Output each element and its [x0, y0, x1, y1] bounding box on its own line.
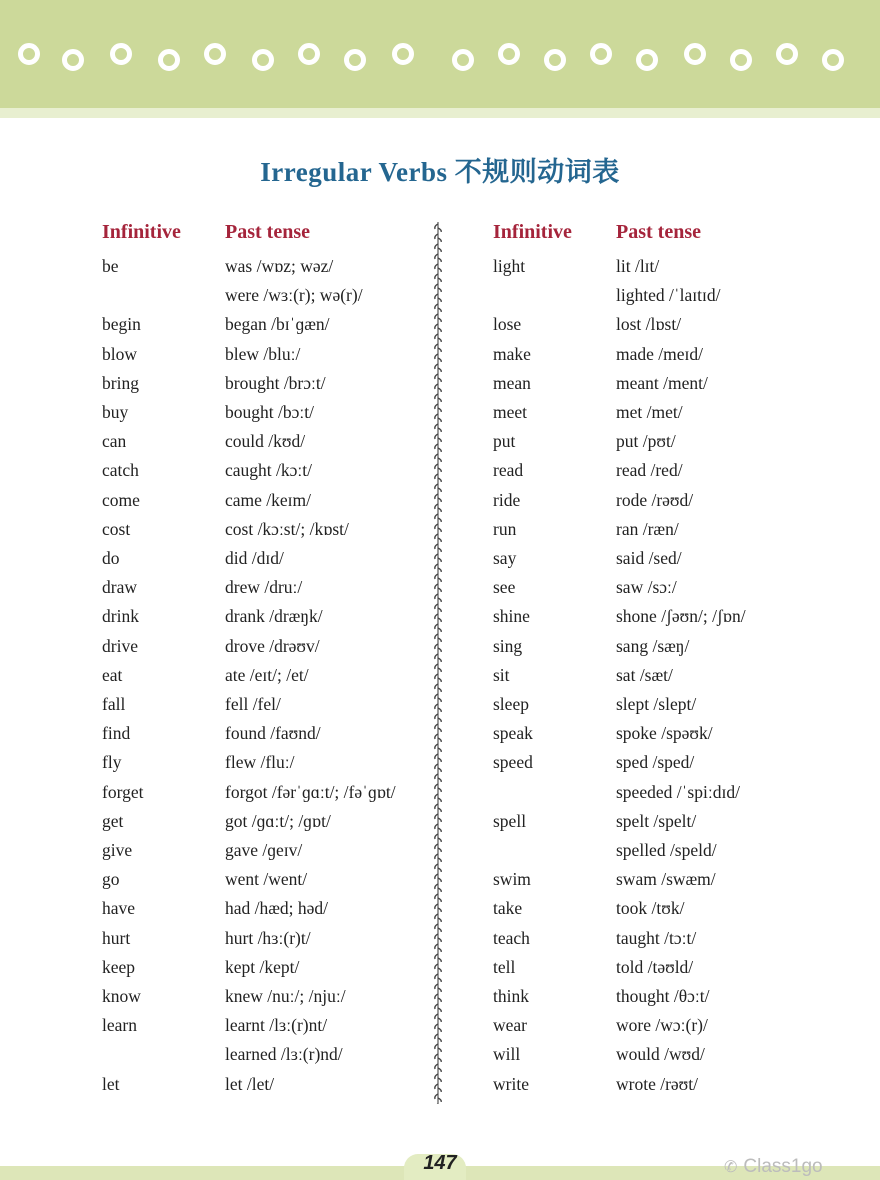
infinitive-cell: speak	[493, 723, 533, 744]
infinitive-cell: spell	[493, 810, 527, 831]
past-tense-cell: wrote /rəʊt/	[616, 1073, 699, 1094]
binder-ring	[544, 49, 566, 71]
infinitive-cell: catch	[102, 460, 139, 481]
past-tense-cell: had /hæd; həd/	[225, 898, 329, 919]
past-tense-cell: ran /ræn/	[616, 518, 679, 539]
infinitive-cell: see	[493, 577, 516, 598]
past-tense-cell: thought /θɔːt/	[616, 986, 710, 1006]
infinitive-cell: shine	[493, 606, 530, 627]
infinitive-cell: buy	[102, 402, 129, 422]
infinitive-cell: forget	[102, 781, 144, 802]
infinitive-cell: light	[493, 256, 526, 276]
infinitive-cell: speed	[493, 752, 533, 773]
binder-ring	[498, 43, 520, 65]
past-tense-cell: made /meɪd/	[616, 343, 703, 364]
binder-ring	[110, 43, 132, 65]
binder-ring	[62, 49, 84, 71]
past-tense-cell: knew /nuː/; /njuː/	[225, 986, 346, 1006]
infinitive-cell: blow	[102, 343, 137, 364]
past-tense-cell: spoke /spəʊk/	[616, 723, 713, 744]
infinitive-cell: write	[493, 1073, 529, 1094]
binder-ring	[392, 43, 414, 65]
past-tense-cell: flew /fluː/	[225, 752, 295, 773]
infinitive-cell: drive	[102, 635, 138, 656]
infinitive-cell: hurt	[102, 927, 131, 948]
past-tense-cell: would /wʊd/	[616, 1044, 705, 1065]
infinitive-cell: meet	[493, 402, 528, 422]
past-tense-cell: sat /sæt/	[616, 664, 673, 685]
infinitive-cell: tell	[493, 956, 516, 977]
infinitive-cell: get	[102, 810, 124, 831]
infinitive-cell: draw	[102, 577, 137, 598]
past-tense-cell: began /bɪˈɡæn/	[225, 314, 330, 335]
infinitive-cell: sleep	[493, 694, 529, 714]
infinitive-cell: begin	[102, 314, 141, 335]
past-tense-cell: sang /sæŋ/	[616, 635, 690, 656]
past-tense-cell: said /sed/	[616, 548, 682, 568]
infinitive-cell: keep	[102, 956, 136, 977]
infinitive-cell: cost	[102, 518, 131, 539]
infinitive-cell: read	[493, 460, 524, 481]
past-tense-cell: drove /drəʊv/	[225, 635, 320, 656]
past-tense-cell: were /wɜː(r); wə(r)/	[225, 285, 363, 306]
past-tense-cell: caught /kɔːt/	[225, 460, 312, 481]
past-tense-cell: took /tʊk/	[616, 898, 685, 919]
infinitive-cell: wear	[493, 1015, 528, 1036]
vine-divider	[433, 222, 443, 1104]
past-tense-cell: got /ɡɑːt/; /ɡɒt/	[225, 810, 331, 831]
past-tense-cell: told /təʊld/	[616, 956, 694, 977]
past-tense-cell: taught /tɔːt/	[616, 927, 697, 948]
infinitive-cell: take	[493, 898, 523, 919]
past-tense-cell: drew /druː/	[225, 577, 303, 598]
infinitive-cell: teach	[493, 927, 530, 948]
binder-ring	[822, 49, 844, 71]
past-tense-cell: let /let/	[225, 1073, 275, 1094]
past-tense-cell: learnt /lɜː(r)nt/	[225, 1015, 328, 1036]
right-past-tense-header: Past tense	[616, 221, 701, 243]
past-tense-cell: swam /swæm/	[616, 869, 716, 890]
past-tense-cell: lighted /ˈlaɪtɪd/	[616, 285, 721, 306]
past-tense-cell: forgot /fərˈɡɑːt/; /fəˈɡɒt/	[225, 781, 396, 802]
infinitive-cell: let	[102, 1073, 120, 1094]
infinitive-cell: know	[102, 986, 141, 1006]
watermark	[724, 1156, 823, 1178]
binder-ring	[452, 49, 474, 71]
past-tense-cell: went /went/	[225, 869, 308, 890]
left-infinitive-header: Infinitive	[102, 221, 181, 243]
infinitive-cell: sing	[493, 635, 523, 656]
past-tense-cell: cost /kɔːst/; /kɒst/	[225, 518, 349, 539]
binder-ring	[684, 43, 706, 65]
binder-ring	[158, 49, 180, 71]
top-band-stripe	[0, 108, 880, 118]
infinitive-cell: be	[102, 256, 119, 276]
past-tense-cell: put /pʊt/	[616, 431, 676, 452]
past-tense-cell: came /keɪm/	[225, 489, 312, 510]
infinitive-cell: make	[493, 343, 531, 364]
past-tense-cell: kept /kept/	[225, 956, 300, 977]
past-tense-cell: brought /brɔːt/	[225, 372, 326, 393]
infinitive-cell: think	[493, 986, 529, 1006]
infinitive-cell: bring	[102, 372, 139, 393]
infinitive-cell: will	[493, 1044, 521, 1065]
past-tense-cell: rode /rəʊd/	[616, 489, 694, 510]
infinitive-cell: fly	[102, 752, 122, 773]
infinitive-cell: have	[102, 898, 136, 919]
past-tense-cell: spelled /speld/	[616, 840, 717, 860]
past-tense-cell: slept /slept/	[616, 694, 697, 714]
past-tense-cell: saw /sɔː/	[616, 577, 677, 598]
infinitive-cell: run	[493, 518, 517, 539]
binder-ring	[18, 43, 40, 65]
infinitive-cell: say	[493, 548, 517, 568]
past-tense-cell: fell /fel/	[225, 694, 281, 714]
past-tense-cell: could /kʊd/	[225, 431, 306, 452]
past-tense-cell: was /wɒz; wəz/	[225, 256, 334, 276]
infinitive-cell: come	[102, 489, 140, 510]
past-tense-cell: meant /ment/	[616, 372, 708, 393]
binder-ring	[344, 49, 366, 71]
past-tense-cell: met /met/	[616, 402, 683, 422]
infinitive-cell: sit	[493, 664, 510, 685]
infinitive-cell: go	[102, 869, 120, 890]
past-tense-cell: gave /ɡeɪv/	[225, 840, 303, 860]
past-tense-cell: bought /bɔːt/	[225, 402, 314, 422]
past-tense-cell: shone /ʃəʊn/; /ʃɒn/	[616, 606, 746, 627]
past-tense-cell: blew /bluː/	[225, 343, 301, 364]
past-tense-cell: learned /lɜː(r)nd/	[225, 1044, 343, 1065]
infinitive-cell: learn	[102, 1015, 137, 1036]
binder-ring	[252, 49, 274, 71]
infinitive-cell: do	[102, 548, 120, 568]
infinitive-cell: swim	[493, 869, 531, 890]
past-tense-cell: sped /sped/	[616, 752, 695, 773]
past-tense-cell: ate /eɪt/; /et/	[225, 664, 309, 685]
binder-ring	[590, 43, 612, 65]
infinitive-cell: find	[102, 723, 131, 744]
infinitive-cell: lose	[493, 314, 522, 335]
past-tense-cell: spelt /spelt/	[616, 810, 697, 831]
infinitive-cell: ride	[493, 489, 521, 510]
page-title: Irregular Verbs 不规则动词表	[260, 157, 620, 187]
left-past-tense-header: Past tense	[225, 221, 310, 243]
past-tense-cell: speeded /ˈspiːdɪd/	[616, 781, 740, 802]
infinitive-cell: mean	[493, 372, 531, 393]
page-number: 147	[423, 1152, 457, 1174]
binder-ring	[204, 43, 226, 65]
watermark-text: Class1go	[743, 1156, 823, 1177]
infinitive-cell: eat	[102, 664, 123, 685]
wechat-icon: ✆	[724, 1159, 738, 1176]
binder-ring	[636, 49, 658, 71]
binder-ring	[776, 43, 798, 65]
infinitive-cell: can	[102, 431, 127, 452]
binder-ring	[730, 49, 752, 71]
past-tense-cell: found /faʊnd/	[225, 723, 321, 744]
infinitive-cell: give	[102, 840, 133, 860]
binder-ring	[298, 43, 320, 65]
infinitive-cell: fall	[102, 694, 126, 714]
past-tense-cell: wore /wɔː(r)/	[616, 1015, 708, 1036]
infinitive-cell: put	[493, 431, 516, 452]
infinitive-cell: drink	[102, 606, 139, 627]
right-infinitive-header: Infinitive	[493, 221, 572, 243]
past-tense-cell: lost /lɒst/	[616, 314, 682, 335]
past-tense-cell: read /red/	[616, 460, 683, 481]
past-tense-cell: lit /lɪt/	[616, 256, 660, 276]
past-tense-cell: did /dɪd/	[225, 548, 284, 568]
past-tense-cell: drank /dræŋk/	[225, 606, 323, 627]
past-tense-cell: hurt /hɜː(r)t/	[225, 927, 311, 948]
